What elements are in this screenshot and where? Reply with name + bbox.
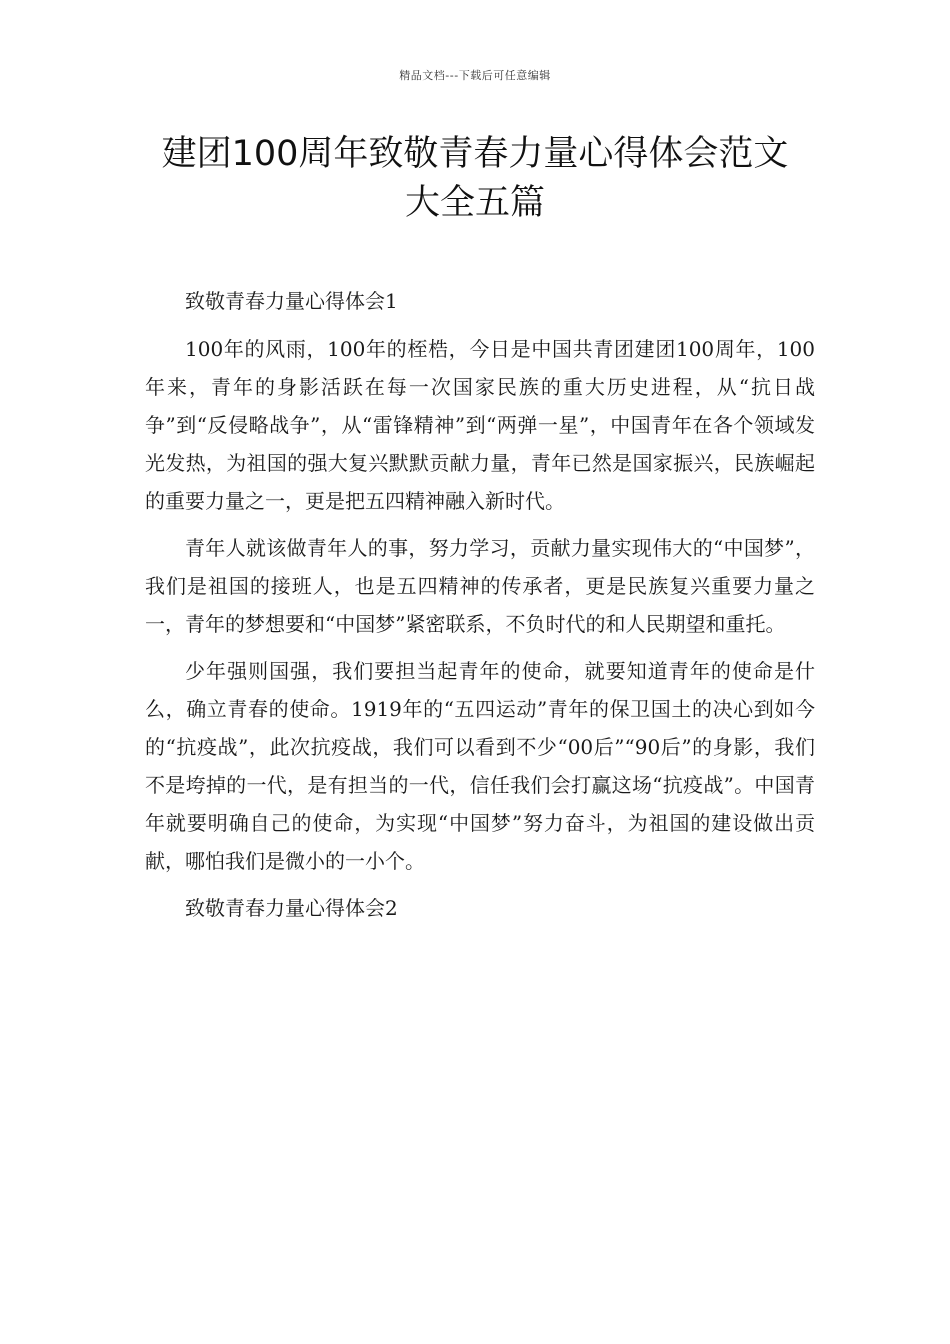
document-title: 建团100周年致敬青春力量心得体会范文大全五篇	[161, 134, 789, 223]
paragraph: 100年的风雨，100年的桎梏，今日是中国共青团建团100周年，100年来，青年的身影活跃在每一次国家民族的重大历史进程，从“抗日战争”到“反侵略战争”，从“雷锋精神”到“两弹一星”，中国青年在各个领域发光发热，为祖国的强大复兴默默贡献力量，青年已然是国家振兴，民族崛起的重要力量之一，更是把五四精神融入新时代。	[145, 337, 815, 513]
section-heading-2: 致敬青春力量心得体会2	[185, 896, 398, 920]
document-body	[145, 282, 815, 937]
paragraph: 少年强则国强，我们要担当起青年的使命，就要知道青年的使命是什么，确立青春的使命。1919年的“五四运动”青年的保卫国土的决心到如今的“抗疫战”，此次抗疫战，我们可以看到不少“00后”“90后”的身影，我们不是垮掉的一代，是有担当的一代，信任我们会打赢这场“抗疫战”。中国青年就要明确自己的使命，为实现“中国梦”努力奋斗，为祖国的建设做出贡献，哪怕我们是微小的一小个。	[145, 659, 815, 873]
paragraph: 青年人就该做青年人的事，努力学习，贡献力量实现伟大的“中国梦”，我们是祖国的接班人，也是五四精神的传承者，更是民族复兴重要力量之一，青年的梦想要和“中国梦”紧密联系，不负时代的和人民期望和重托。	[145, 536, 815, 636]
header-note: 精品文档---下载后可任意编辑	[399, 69, 551, 82]
section-heading-1: 致敬青春力量心得体会1	[185, 289, 398, 313]
